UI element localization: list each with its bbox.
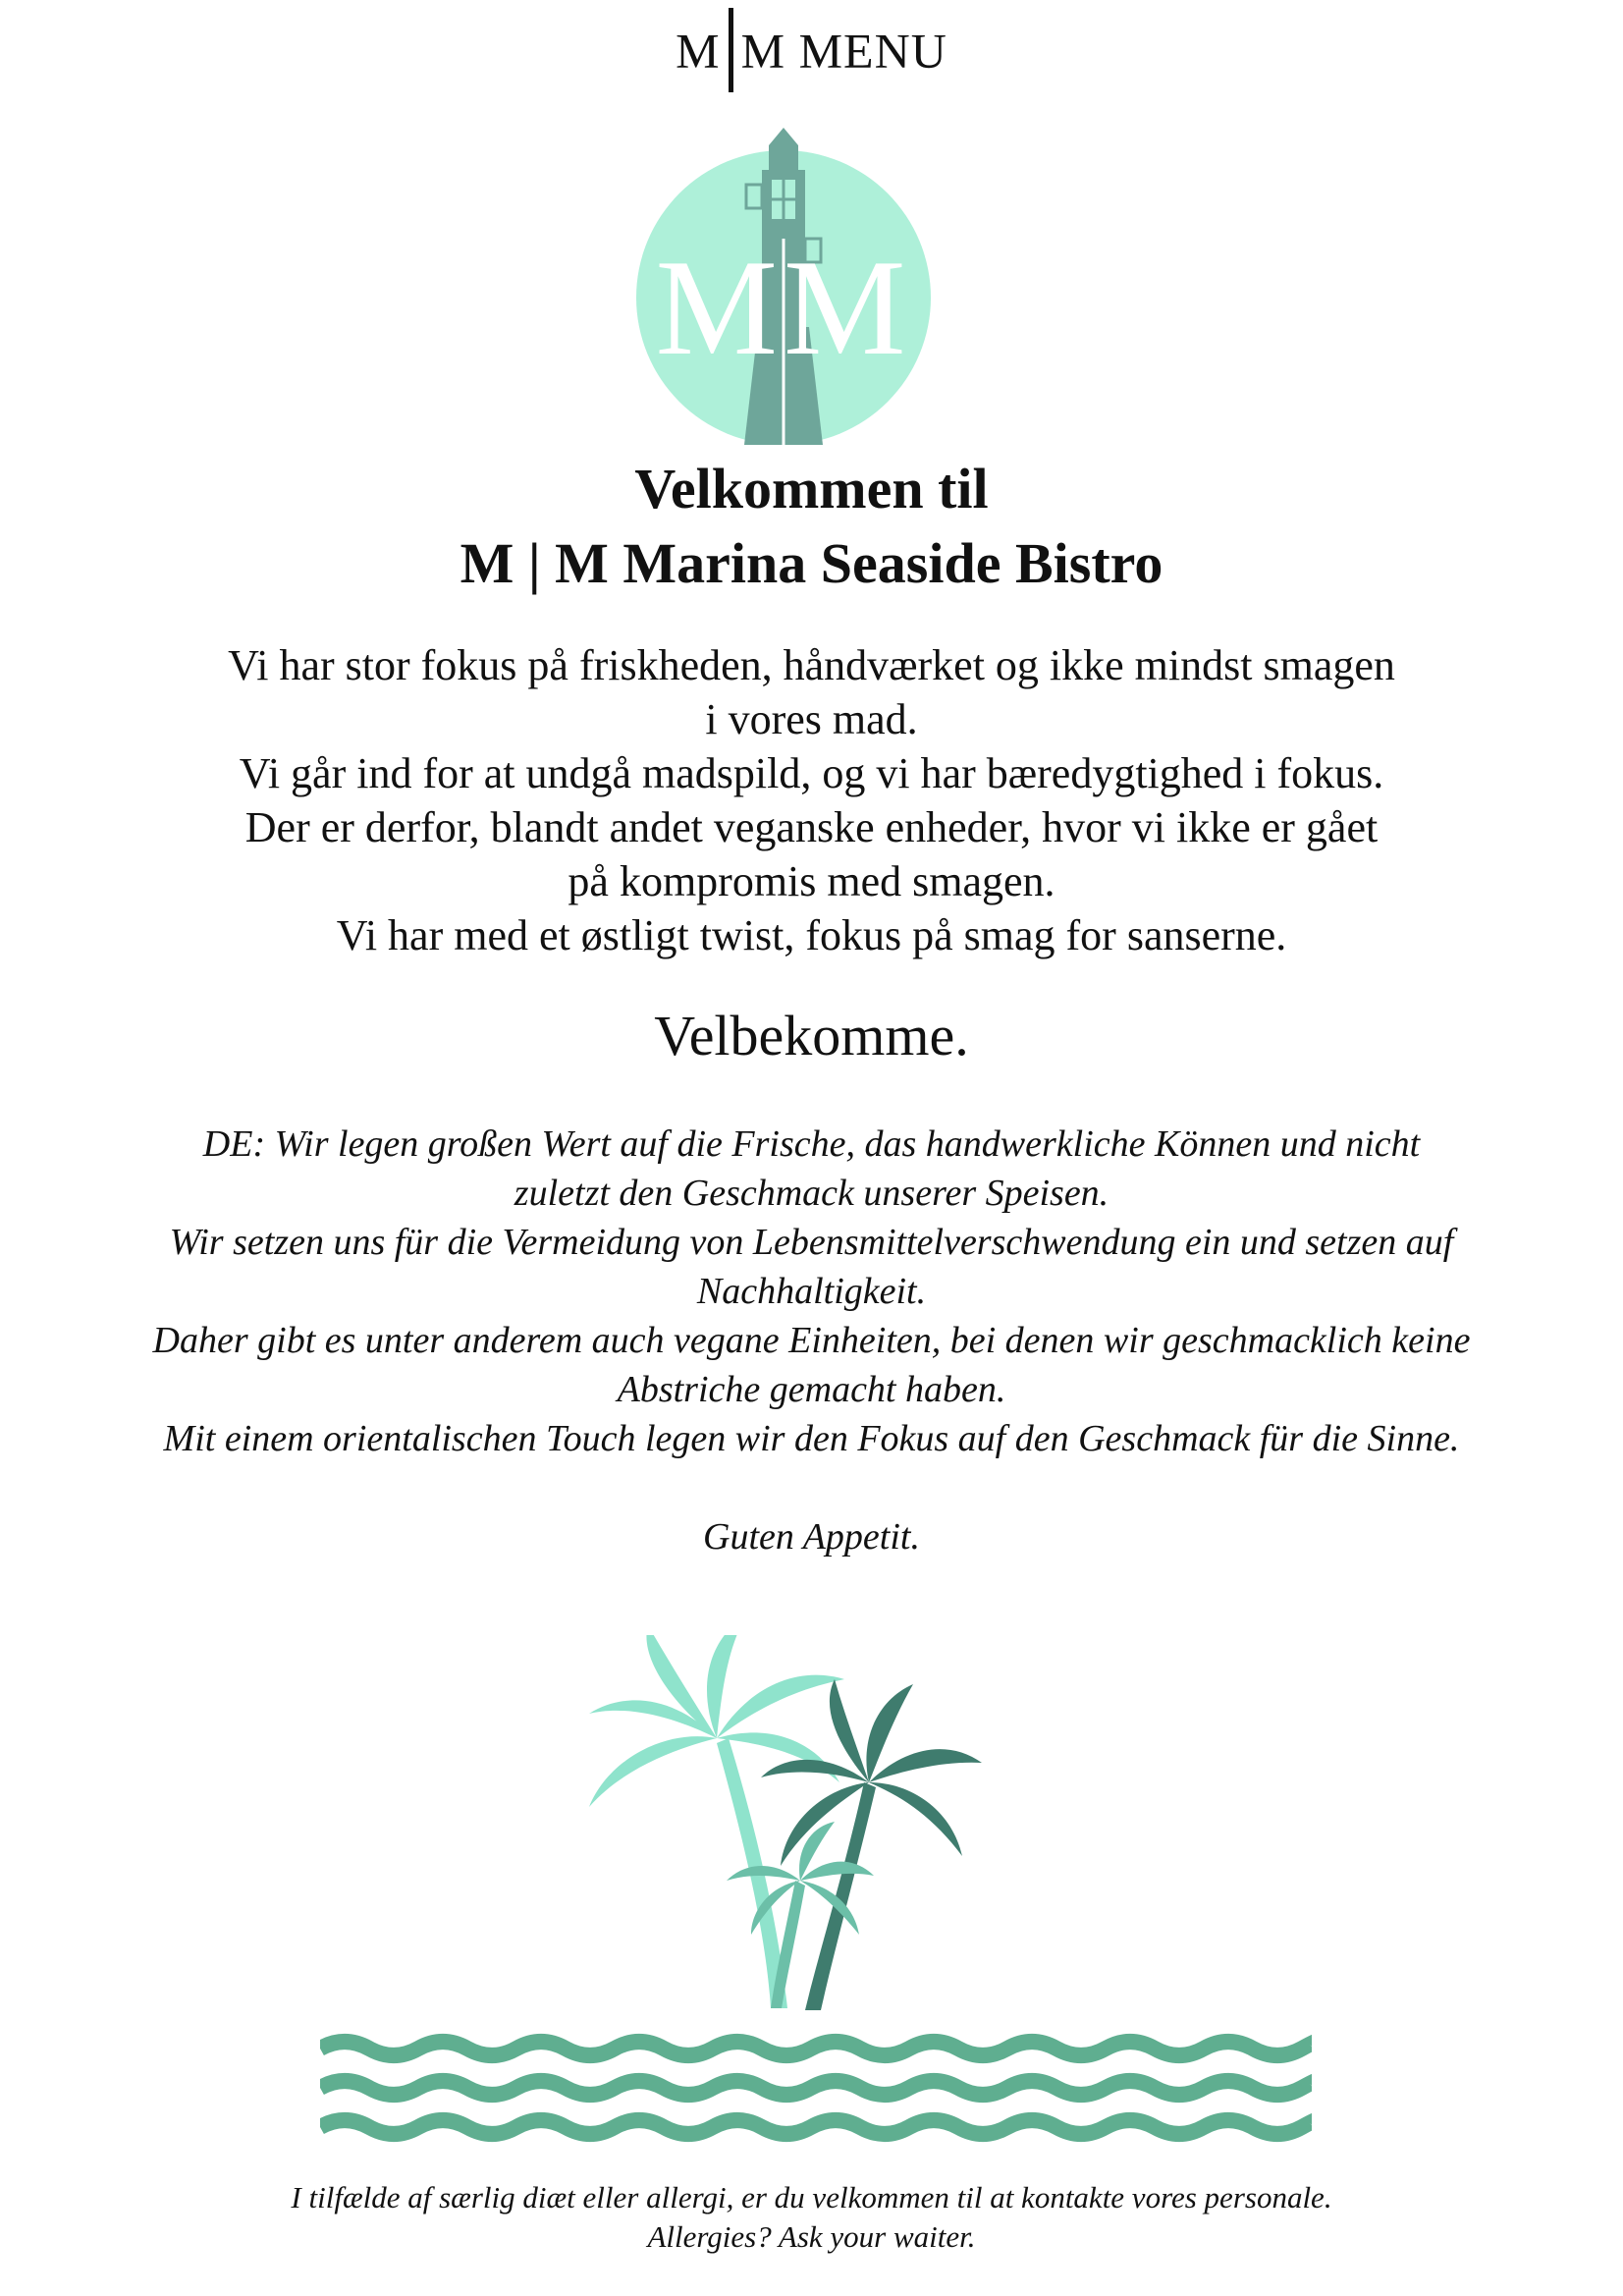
waves-icon: [320, 2031, 1312, 2149]
intro-line: Vi har med et østligt twist, fokus på smag for sanserne.: [336, 911, 1287, 959]
german-line: Nachhaltigkeit.: [696, 1271, 927, 1312]
wave-line: [320, 2041, 1312, 2055]
lighthouse-roof: [769, 128, 798, 145]
wave-line: [320, 2080, 1312, 2095]
intro-line: Der er derfor, blandt andet veganske enheder, hvor vi ikke er gået: [244, 803, 1379, 851]
german-line: DE: Wir legen großen Wert auf die Frische, das handwerkliche Können und nicht: [202, 1123, 1421, 1165]
german-line: zuletzt den Geschmack unserer Speisen.: [514, 1173, 1109, 1214]
intro-line: i vores mad.: [705, 695, 918, 743]
logo-lettering: MM: [655, 232, 912, 384]
intro-line: Vi har stor fokus på friskheden, håndværket og ikke mindst smagen: [228, 641, 1395, 689]
intro-text-german: [147, 1120, 1476, 1561]
wave-line: [320, 2119, 1312, 2134]
german-line: Abstriche gemacht haben.: [617, 1369, 1006, 1410]
title-line-2: M | M Marina Seaside Bistro: [460, 531, 1163, 595]
allergy-note-danish: I tilfælde af særlig diæt eller allergi, er du velkommen til at kontakte vores personale.: [291, 2180, 1332, 2214]
title-line-1: Velkommen til: [634, 457, 989, 520]
brand-left-letter: M: [676, 23, 721, 79]
brand-header: [0, 14, 1623, 98]
intro-text-danish: [137, 638, 1486, 962]
german-line: Daher gibt es unter anderem auch vegane Einheiten, bei denen wir geschmacklich keine: [152, 1320, 1471, 1361]
welcome-heading: Velbekomme.: [654, 1004, 969, 1067]
brand-right-text: M MENU: [740, 23, 947, 79]
lighthouse-lantern: [769, 145, 798, 170]
guten-appetit: Guten Appetit.: [703, 1516, 920, 1558]
brand-divider: [729, 8, 733, 92]
german-line: Wir setzen uns für die Vermeidung von Lebensmittelverschwendung ein und setzen auf: [169, 1222, 1454, 1263]
allergy-note-english: Allergies? Ask your waiter.: [647, 2219, 976, 2254]
intro-line: Vi går ind for at undgå madspild, og vi har bæredygtighed i fokus.: [239, 749, 1384, 797]
page-title: [0, 452, 1623, 601]
allergy-note: [0, 2178, 1623, 2257]
palm-trees-icon: [569, 1635, 1001, 2018]
lighthouse-logo-icon: [626, 126, 941, 445]
german-line: Mit einem orientalischen Touch legen wir den Fokus auf den Geschmack für die Sinne.: [163, 1418, 1460, 1459]
intro-line: på kompromis med smagen.: [568, 857, 1055, 905]
